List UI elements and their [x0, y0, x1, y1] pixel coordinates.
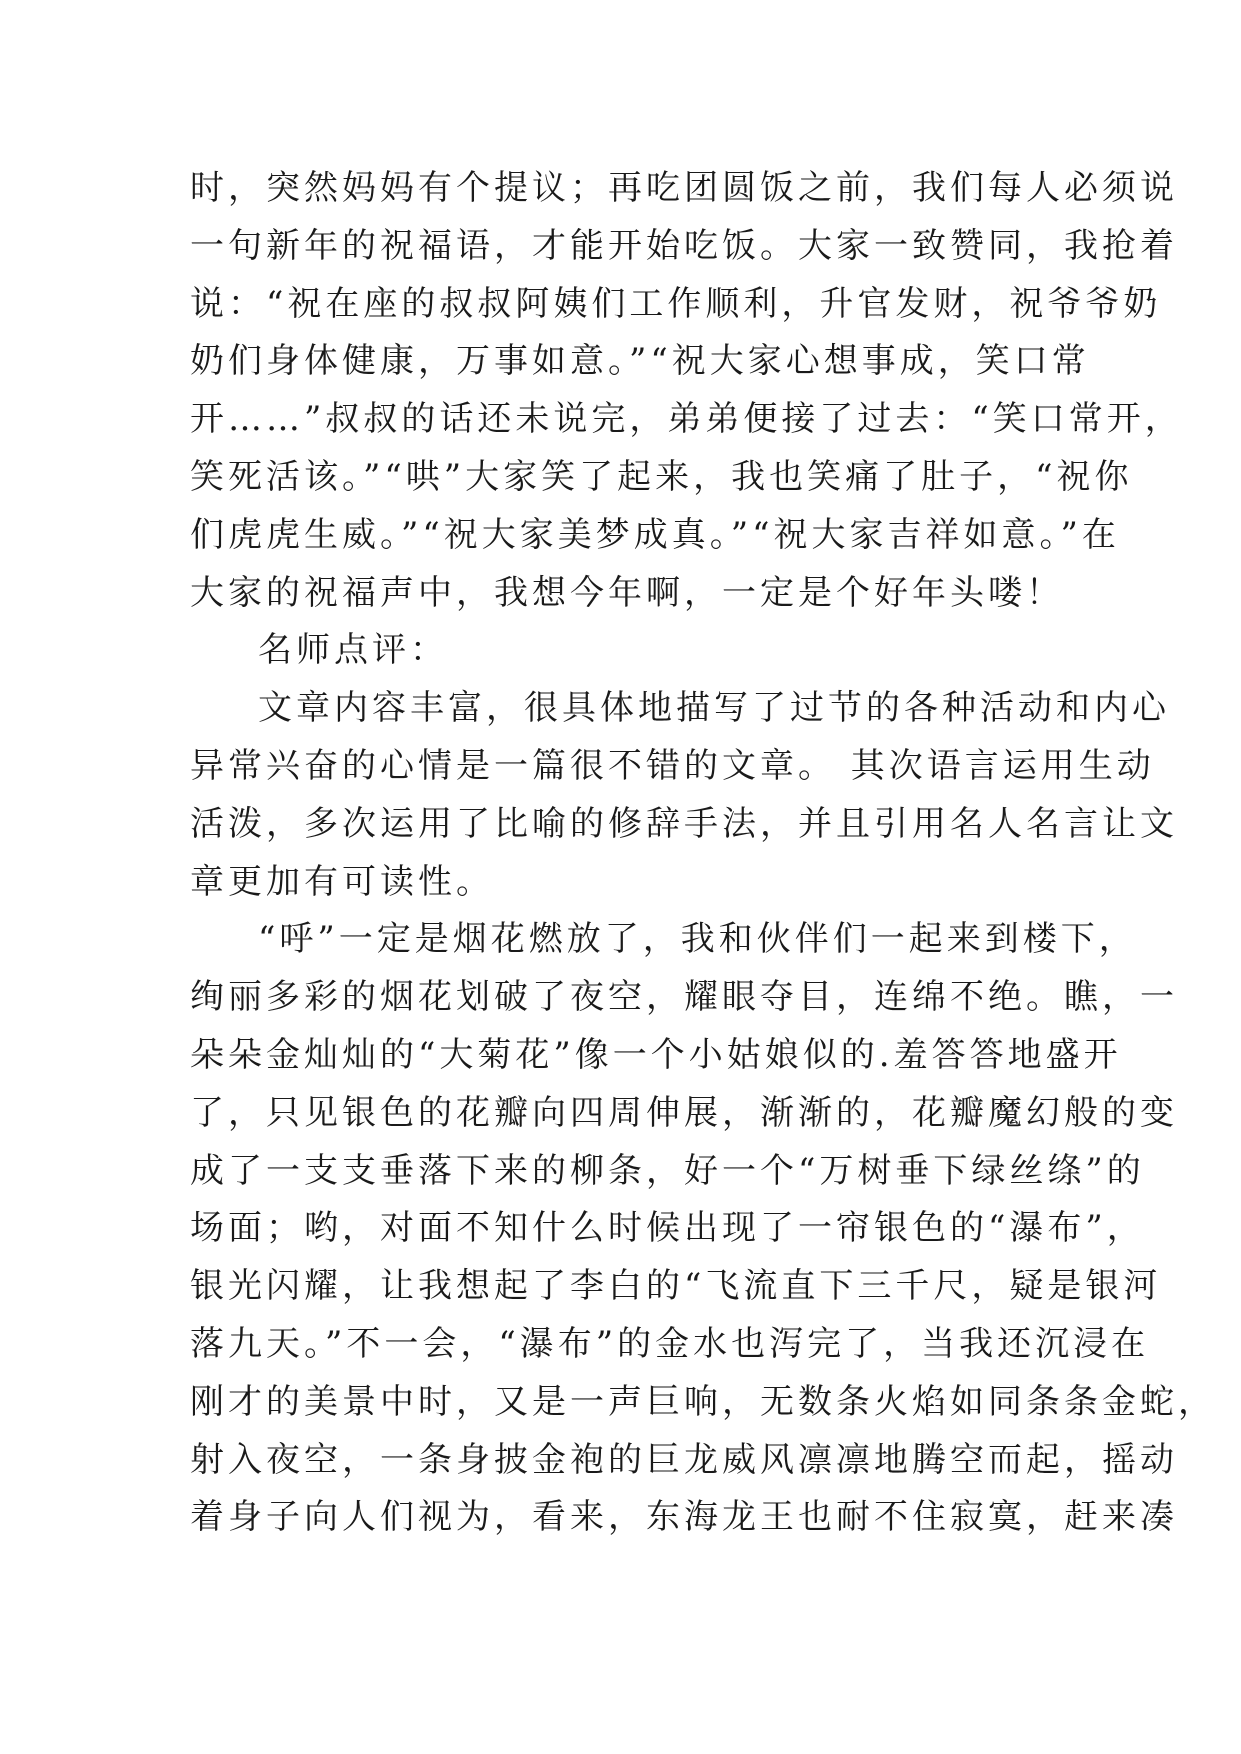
text-line: 笑死活该。”“哄”大家笑了起来，我也笑痛了肚子，“祝你: [190, 456, 1133, 497]
text-line: 朵朵金灿灿的“大菊花”像一个小姑娘似的.羞答答地盛开: [190, 1034, 1122, 1075]
document-body: [190, 160, 1216, 1547]
text-line: 一句新年的祝福语，才能开始吃饭。大家一致赞同，我抢着: [190, 225, 1178, 266]
text-line: 名师点评：: [258, 630, 448, 671]
text-line: 异常兴奋的心情是一篇很不错的文章。 其次语言运用生动: [190, 745, 1155, 786]
text-line: 文章内容丰富，很具体地描写了过节的各种活动和内心: [258, 688, 1170, 729]
text-line: “呼”一定是烟花燃放了，我和伙伴们一起来到楼下，: [258, 919, 1137, 960]
text-line: 绚丽多彩的烟花划破了夜空，耀眼夺目，连绵不绝。瞧，一: [190, 977, 1178, 1018]
text-line: 章更加有可读性。: [190, 861, 494, 902]
text-line: 说：“祝在座的叔叔阿姨们工作顺利，升官发财，祝爷爷奶: [190, 283, 1162, 324]
text-line: 活泼，多次运用了比喻的修辞手法，并且引用名人名言让文: [190, 803, 1178, 844]
text-line: 时，突然妈妈有个提议；再吃团圆饭之前，我们每人必须说: [190, 168, 1178, 208]
text-line: 了，只见银色的花瓣向四周伸展，渐渐的，花瓣魔幻般的变: [190, 1092, 1178, 1133]
text-line: 落九天。”不一会，“瀑布”的金水也泻完了，当我还沉浸在: [190, 1323, 1150, 1364]
text-line: 奶们身体健康，万事如意。”“祝大家心想事成，笑口常: [190, 341, 1090, 382]
text-line: 大家的祝福声中，我想今年啊，一定是个好年头喽！: [190, 572, 1064, 613]
text-line: 银光闪耀，让我想起了李白的“飞流直下三千尺，疑是银河: [190, 1266, 1162, 1307]
text-line: 开……”叔叔的话还未说完，弟弟便接了过去：“笑口常开，: [190, 399, 1183, 440]
text-line: 着身子向人们视为，看来，东海龙王也耐不住寂寞，赶来凑: [190, 1497, 1178, 1538]
text-line: 成了一支支垂落下来的柳条，好一个“万树垂下绿丝绦”的: [190, 1150, 1145, 1191]
text-line: 射入夜空，一条身披金袍的巨龙威风凛凛地腾空而起，摇动: [190, 1439, 1178, 1480]
text-line: 场面；哟，对面不知什么时候出现了一帘银色的“瀑布”，: [190, 1208, 1145, 1249]
text-line: 刚才的美景中时，又是一声巨响，无数条火焰如同条条金蛇，: [190, 1381, 1216, 1422]
text-line: 们虎虎生威。”“祝大家美梦成真。”“祝大家吉祥如意。”在: [190, 514, 1120, 555]
